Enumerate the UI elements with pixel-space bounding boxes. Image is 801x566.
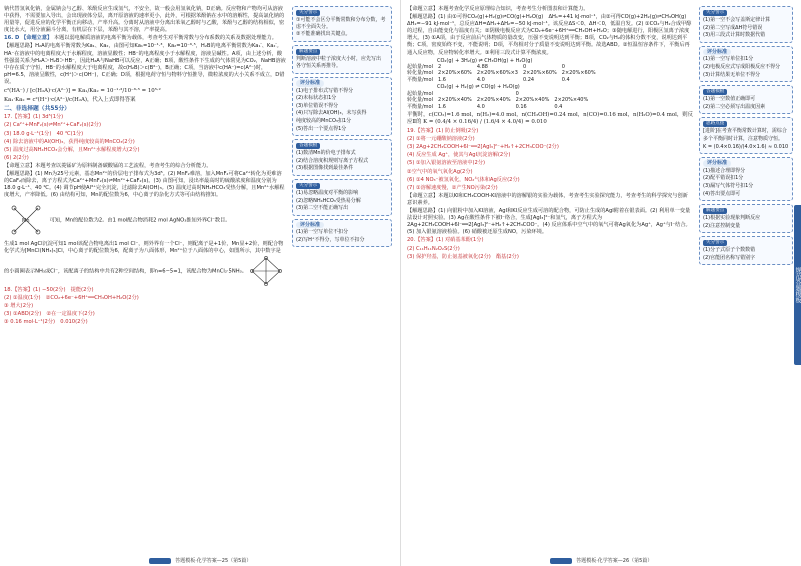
box-line: ②不能准确找出关键点。 [296, 31, 351, 38]
box-line: 判断溶液中粒子浓度大小时，应先写出 [296, 55, 382, 62]
box-line: (3)漏写气体符号扣1分 [703, 182, 754, 189]
table-cell: 起始量/mol [407, 90, 434, 97]
side-box [699, 46, 793, 82]
answer-line: (5) 温度过高NH₄HCO₃会分解，且Mn²⁺水解程度增大(2分) [4, 146, 140, 153]
box-title: 解题要点 [296, 49, 320, 55]
equilibrium-table-2 [407, 84, 693, 110]
publisher-logo-icon [149, 558, 171, 564]
box-line: (2)注意控制变量 [703, 222, 741, 229]
table-cell: 0.24 [522, 76, 535, 83]
answer-line: (7) ①溶解速度慢，②产生NO污染(2分) [407, 184, 498, 191]
answer-title: 20.【答案】(1) 对硝基苯酚(1分) [407, 237, 484, 244]
table-cell: 2×20%×60% [561, 70, 596, 77]
answer-line: (4) 除去溶液中的Al(OH)₃，获得纯度较高的MnCO₃(2分) [4, 138, 135, 145]
analysis-text: 【解题思路】(1) 由①可得CO₂(g)+H₂(g)⇌CO(g)+H₂O(g) ΔH₁=+41 kJ·mol⁻¹，由②可得CO(g)+2H₂(g)⇌CH₃OH(g) ΔH₂=−91 kJ·mol⁻¹，总反应ΔH=ΔH₁+ΔH₂=−50 kJ·mol⁻¹。该反应ΔS＜0、ΔH＜0，低温自发。(2) ①CO₂与H₂合成甲醇的过程，自由能变化与温度有关；②阴极电极反应式为CO₂+6e⁻+6H⁺══CH₃OH+H₂O；③随电解进行，阳极区氢离子浓度增大。(3) ①A项，由于反应前后气体物质的量改变，压强不变说明达到平衡；B项，CO₂与H₂的体积分数不变，说明达到平衡；C项，密度始终不变，不能说明；D项，平均相对分子质量不变说明达到平衡。故选ABD。②恒温恒容条件下，平衡后再通入反应物，反应物转化率增大。③利用三段式计算平衡浓度。 [407, 14, 692, 56]
box-title: 答题模板 [296, 143, 320, 149]
side-box [699, 117, 793, 154]
box-line: (1)电子排布式写错不得分 [296, 87, 354, 94]
right-footer [401, 557, 801, 564]
side-box [292, 139, 392, 176]
answer-list [4, 122, 286, 161]
left-footer [0, 557, 400, 564]
question-16 [4, 35, 286, 42]
footer-text: 答题模板·化学答案—26（第5篇） [576, 558, 653, 564]
box-line: (3)用三段式计算时数据代错 [703, 32, 766, 39]
publisher-logo-icon [550, 558, 572, 564]
answer-line: (3) 18.0 g·L⁻¹(1分) 40 ℃(1分) [4, 130, 84, 137]
box-line: (1)描述合理即得分 [703, 167, 746, 174]
table-cell: 0 [561, 64, 565, 71]
answer-line: (3) ①ABD(2分) ②在一定温度下(2分) [4, 310, 95, 317]
intent-text: 【命题立意】本题考查化学反应原理综合知识，考查考生分析图表和计算能力。 [407, 6, 589, 12]
side-box [292, 179, 392, 216]
table-row [407, 104, 593, 110]
table-cell: 0.4 [561, 76, 570, 83]
box-line: (4)答出要点即可 [703, 190, 741, 197]
side-box [292, 219, 392, 248]
table-cell: 转化量/mol [407, 97, 434, 104]
table-cell: 2×20%×40% [515, 97, 550, 104]
box-title: 失分警示 [296, 10, 320, 16]
table-cell: 平衡量/mol [407, 103, 434, 110]
box-line: (1)数清Mn的价电子排布式 [296, 150, 356, 157]
side-box [699, 6, 793, 43]
answer-title: 18.【答案】(1) −50(2分) 提能(2分) [4, 286, 94, 293]
mn-complex-structure-diagram [4, 200, 48, 240]
table-cell: 0 [515, 90, 519, 97]
box-line: (1)分子式原子个数数错 [703, 247, 756, 254]
box-line: (2)忽略NH₄HCO₃受热易分解 [296, 197, 361, 204]
right-side-column [699, 6, 793, 268]
analysis-text [4, 241, 286, 285]
formula: c²(HA⁻) / [c(H₂A)·c(A²⁻)] = Ka₁/Ka₂ = 10⁻¹·³/10⁻⁶·⁵ = 10⁵·² [4, 88, 161, 95]
box-line: (1)易忽略温度对平衡的影响 [296, 189, 359, 196]
answer-line: (4) 反应生成 Ag⁺，使其与AgI沉淀溶解(2分) [407, 152, 511, 159]
table-cell: 2×20%×60% [522, 70, 557, 77]
score-standard-badge: 评分标准 [703, 49, 731, 56]
side-box [292, 77, 392, 136]
box-line: (2)写H⁺不得分，写单位不扣分 [296, 236, 365, 243]
left-side-column [292, 6, 392, 250]
table-cell: 起始量/mol [407, 64, 434, 71]
side-box [699, 204, 793, 233]
table-cell: 0 [522, 64, 527, 71]
side-box [699, 157, 793, 201]
answer-line: (3) 2Ag+2CH₃COOH+6I⁻══2[AgI₃]²⁻+H₂↑+2CH₃COO⁻(2分) [407, 144, 559, 151]
paragraph: 钠代替氢氧化钠，金属钠会与乙醇、苯酚反应生成氢气，不安全，故一般会用氢氧化钠，D正确。反应物和产物均可从溶液中获得，不需要加入导出，会出现液体分层，离开原溶液的速率更小，此外，可根据苯酚钠在水中的溶解性，提高氯化钠的用量等，促进反应的化学平衡正向移动，产率升高。分离时从溶液中分离出苯氧乙醇时与乙酸，苯酚与乙醇的结构相似，密度比水大，用分液漏斗分离，有机层在下层，苯酚与其不溶，产率提高。 [4, 6, 285, 34]
answer-title: 19.【答案】(1) 防止倒吸(2分) [407, 128, 479, 135]
table-title: CO₂(g) + H₂(g) ⇌ CO(g) + H₂O(g) [407, 84, 520, 91]
table-cell: 2×20%×40% [476, 97, 511, 104]
box-title: 失分警示 [703, 240, 727, 246]
box-line: (3)计算结果无单位不得分 [703, 71, 761, 78]
answer-line: (2) Ca²⁺+MnF₂(s)⇌Mn²⁺+CaF₂(s)(2分) [4, 122, 101, 129]
right-main-column [407, 6, 693, 262]
table-cell: 4.88 [476, 64, 488, 71]
box-line: (1)第一空写单位扣1分 [703, 56, 754, 63]
equilibrium-table-1 [407, 58, 693, 84]
analysis-text: 【解题思路】(1) 向银粉中加入KI溶液，AgI和KI反应生成可溶的配合物，可防止生成的AgI附着在银表面。(2) 利用单一变量法设计对照实验。(3) Ag在酸性条件下被I⁻络合，生成[AgI₃]²⁻和氢气，离子方程式为2Ag+2CH₃COOH+6I⁻══2[AgI₃]²⁻+H₂↑+2CH₃COO⁻。(4) 反应体系中空气中的氧气可将Ag氧化为Ag⁺，Ag⁺与I⁻结合。(5) 加入银氨溶液检验。(6) 硝酸被还原生成NO，污染环境。 [407, 208, 691, 236]
box-line: (2)第二空写成ΔH符号错误 [703, 24, 763, 31]
table-cell: 转化量/mol [407, 70, 434, 77]
box-line: ①可能不会区分平衡常数和分布分数，考虑不全面失分。 [296, 17, 386, 30]
left-page [0, 0, 400, 566]
table-cell: 4.0 [476, 103, 485, 110]
answer-line: (2) C₁₁H₁₁N₂O₂S(2分) [407, 245, 460, 252]
score-standard-badge: 评分标准 [296, 80, 324, 87]
right-page [400, 0, 800, 566]
box-title: 解题要点 [703, 208, 727, 214]
table-cell: 2×20%×60%×3 [476, 70, 518, 77]
table-cell: 2×20%×40% [438, 97, 472, 104]
svg-text:Mn: Mn [22, 218, 30, 225]
score-standard-badge: 评分标准 [296, 222, 324, 229]
section-heading: 二、非选择题（共55分） [4, 106, 71, 113]
table-cell: 4.0 [476, 76, 485, 83]
analysis-more: 生成1 mol AgCl沉淀可知1 mol该配合物电离出1 mol Cl⁻，则外界有一个Cl⁻，则配离子是+1价，Mn显+2价，则配合物化学式为[MnCl(NH₃)₅]Cl，中心离子的配位数为6，配离子为八面体形，Mn²⁺位于八面体的中心，如图所示，其中数字是的小圆圈表示NH₃或Cl⁻，该配离子的结构中共有2种空间结构，即n=6−5=1，该配合物为MnCl₂·5NH₃。 [4, 241, 284, 275]
analysis-text: 【解题思路】H₂A的电离平衡常数为Ka₁、Ka₂，由图可知Ka₁=10⁻¹·³、Ka₂=10⁻⁶·⁵，H₂B的电离平衡常数为Ka₁′、Ka₂′。HA⁻在溶液中的电离程度大于水解程度，溶液显酸性；HB⁻的电离程度小于水解程度，溶液呈碱性。A项，由上述分析，酸性强弱关系为H₂A＞H₂B＞HB⁻，因此H₂A与NaHB可以反应，A正确；B项，酸性条件下生成的气体常见为CO₂，NaHB溶液中存在质子守恒，HB⁻的水解程度大于电离程度，故c(H₂B)＞c(B²⁻)，B正确；C项，当溶液中c(HA⁻)=c(A²⁻)时，pH=6.5，溶液呈酸性，c(H⁺)＞c(OH⁻)，C正确；D项，根据电荷守恒与物料守恒推导，微粒浓度的大小关系不成立，D错误。 [4, 43, 286, 85]
box-line: 多个平衡同时计算，注意物质守恒。 [703, 135, 784, 142]
box-title: 失分警示 [296, 183, 320, 189]
box-title: 思路点拨 [703, 121, 727, 127]
box-line: (3)根据图像找到最佳条件 [296, 165, 354, 172]
box-line: K = (0.4×0.16)/(4.0×1.6) ≈ 0.010 [703, 143, 789, 150]
box-line: [进阶]在考查平衡常数计算时，需综合 [703, 128, 787, 135]
analysis-text: 【解题思路】(1) Mn为25号元素，基态Mn²⁺的价层电子排布式为3d⁵。(2) MnF₂难溶，加入MnF₂可将Ca²⁺转化为更难溶的CaF₂而除去，离子方程式为Ca²⁺+MnF₂(s)⇌Mn²⁺+CaF₂(s)。(3) 由图可知，浸出率最高时的硫酸浓度和温度分别为18.0 g·L⁻¹、40 ℃。(4) 调节pH使Al³⁺完全沉淀，过滤除去Al(OH)₃。(5) 温度过高时NH₄HCO₃受热分解，且Mn²⁺水解程度增大，产率降低。(6) 由结构可知，Mn的配位数为6，中心离子的杂化方式等可由结构推知。 [4, 170, 285, 199]
calculation-line: 平衡时，c(CO₂)=1.6 mol，n(H₂)=4.0 mol，n(CH₃OH)=0.24 mol，n(CO)=0.16 mol，n(H₂O)=0.4 mol，则反应Ⅱ的 K = (0.4/4 × 0.16/4) / (1.6/4 × 4.0/4) = 0.010 [407, 111, 694, 125]
box-line: (1)第一空写单位不扣分 [296, 229, 349, 236]
table-cell: 1.6 [438, 76, 446, 83]
side-box [292, 45, 392, 74]
answer-line: ③ 增大(2分) [4, 302, 34, 309]
octahedron-diagram [249, 256, 283, 286]
table-cell: 0.16 [515, 103, 527, 110]
answer-line: (2) ①将一元硼酸钠溶液(2分) [407, 136, 475, 143]
box-line: (2)配平错误扣1分 [703, 175, 744, 182]
box-line: 纯度较高的MnCO₃扣1分 [296, 117, 352, 124]
formula: Ka₁·Ka₂ = c²(H⁺)·c(A²⁻)/c(H₂A)，代入上式即得答案 [4, 97, 136, 104]
box-line: (1)第一空不会写盖斯定律计算 [703, 17, 771, 23]
answer-title: 17.【答案】(1) 3d⁵(1分) [4, 114, 64, 121]
box-line: (3)单位错误不得分 [296, 102, 339, 109]
box-title: 失分警示 [703, 10, 727, 16]
answer-line: (2) ①温度(1分) ②CO₂+6e⁻+6H⁺══CH₃OH+H₂O(2分) [4, 294, 139, 301]
structure-paragraph [4, 200, 286, 240]
intent-text: 本题以弱电解质溶液的电离平衡为载体，考查考生对平衡常数与分布系数的关系及数据处理能力。 [53, 35, 277, 42]
box-line: (1)第一空数值正确即可 [703, 96, 756, 103]
side-box [699, 236, 793, 265]
footer-text: 答题模板·化学答案—25（第5篇） [175, 558, 252, 564]
box-line: (3)第二空不能正确写出 [296, 205, 349, 212]
answer-line: (3) 保护羟基，防止氨基被氧化(2分) 酯基(2分) [407, 253, 519, 260]
box-title: 答题模板 [703, 89, 727, 95]
left-main-column [4, 6, 286, 327]
answer-line: ③ 0.16 mol·L⁻¹(2分) 0.010(2分) [4, 318, 88, 325]
side-box [292, 6, 392, 42]
chapter-side-tab: 规范答题模板 [794, 205, 801, 365]
box-line: (2)电极反应式写成阳极反应不得分 [703, 63, 781, 70]
box-line: (2)结合溶度积规则写离子方程式 [296, 157, 369, 164]
box-line: 各守恒关系再推导。 [296, 63, 342, 70]
box-line: (2)官能团名称写错别字 [703, 254, 756, 261]
score-standard-badge: 评分标准 [703, 160, 731, 167]
table-row [407, 77, 601, 83]
box-line: (2)未标状态扣1分 [296, 95, 337, 102]
side-box [699, 85, 793, 114]
table-title: CO₂(g) + 3H₂(g) ⇌ CH₃OH(g) + H₂O(g) [407, 57, 533, 64]
table-cell: 2×20%×40% [554, 97, 589, 104]
question-number: 16. D 【命题立意】 [4, 35, 53, 42]
answer-line: ②空气中的氧气氧化Ag(2分) [407, 168, 473, 175]
intent-text: 【命题立意】本题考查以菱锰矿为原料制备碳酸锰的工艺流程，考查考生的综合分析能力。 [4, 162, 212, 169]
box-line: (5)答出一个要点得1分 [296, 125, 347, 132]
box-line: (4)只写除去Al(OH)₃，未写获得 [296, 110, 367, 117]
intent-text: 【命题立意】本题以KI和CH₃COOH-KI溶液中的溶解银的实验为载体，考查考生实验探究能力，考查考生的科学探究与创新意识素养。 [407, 192, 688, 206]
table-cell: 2×20%×60% [438, 70, 472, 77]
structure-text: 可知，Mn的配位数为2。由1 mol配合物消耗2 mol AgNO₃推知外界Cl⁻数目。 [49, 217, 231, 224]
answer-line: (6) ①4 NO₃⁻被氢氧化，NO₂气体和Ag反应(2分) [407, 176, 520, 183]
table-cell: 0.4 [554, 103, 563, 110]
table-cell: 1.6 [438, 103, 446, 110]
answer-line: (6) 2(2分) [4, 154, 29, 161]
table-cell: 2 [438, 64, 442, 71]
box-line: (2)第二空必须写出温度因素 [703, 103, 766, 110]
answer-line: (5) ①加入银氨溶液至溶液中(2分) [407, 160, 486, 167]
table-cell: 平衡量/mol [407, 76, 434, 83]
box-line: (1)根据实验现象判断反应 [703, 215, 761, 222]
